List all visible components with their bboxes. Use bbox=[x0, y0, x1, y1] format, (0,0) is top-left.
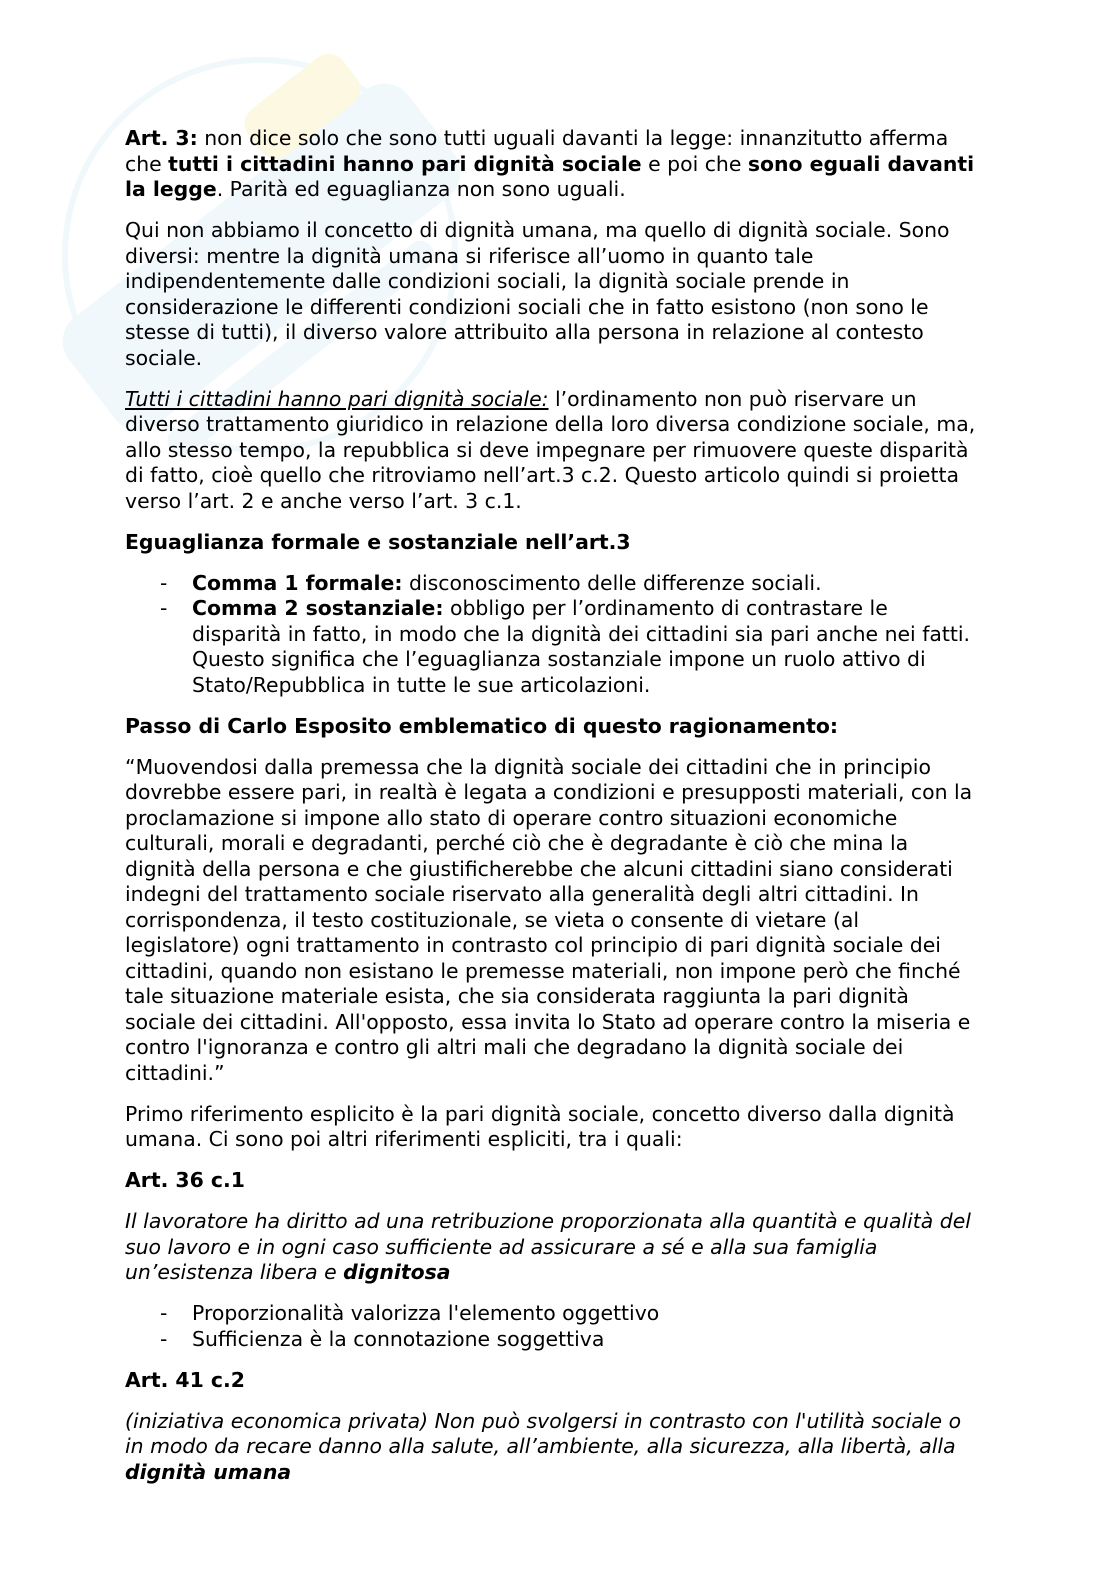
text-line bbox=[125, 882, 1005, 908]
text-line bbox=[125, 959, 1005, 985]
text-run: stesse di tutti), il diverso valore attribuito alla persona in relazione al contesto bbox=[125, 320, 924, 344]
list-item bbox=[125, 1327, 1005, 1353]
text-line bbox=[192, 596, 1005, 622]
text-line bbox=[125, 1102, 1005, 1128]
text-run: diverso trattamento giuridico in relazione della loro diversa condizione sociale, ma, bbox=[125, 412, 976, 436]
paragraph-dignita-umana-sociale bbox=[125, 218, 1005, 371]
text-line bbox=[125, 346, 1005, 372]
paragraph-riferimenti-espliciti bbox=[125, 1102, 1005, 1153]
text-run: “Muovendosi dalla premessa che la dignità sociale dei cittadini che in principio bbox=[125, 754, 931, 779]
text-run: indegni del trattamento sociale riservato alla generalità degli altri cittadini. In bbox=[125, 882, 919, 906]
text-line bbox=[192, 673, 1005, 699]
text-run: Qui non abbiamo il concetto di dignità umana, ma quello di dignità sociale. Sono bbox=[125, 218, 950, 242]
text-run: Stato/Repubblica in tutte le sue articolazioni. bbox=[192, 672, 651, 697]
bold-text: tutti i cittadini hanno pari dignità sociale bbox=[168, 151, 642, 176]
text-run: non dice solo che sono tutti uguali davanti la legge: innanzitutto afferma bbox=[197, 126, 949, 150]
list-item-body bbox=[192, 1327, 1005, 1353]
text-line bbox=[125, 1409, 1005, 1435]
heading-art41: Art. 41 c.2 bbox=[125, 1367, 245, 1392]
text-line bbox=[192, 622, 1005, 648]
text-line bbox=[125, 908, 1005, 934]
list-dash-marker: - bbox=[160, 596, 168, 620]
text-run: allo stesso tempo, la repubblica si deve impegnare per rimuovere queste disparità bbox=[125, 437, 969, 462]
text-line bbox=[125, 463, 1005, 489]
text-run: Questo significa che l’eguaglianza sostanziale impone un ruolo attivo di bbox=[192, 647, 926, 671]
text-run: dovrebbe essere pari, in realtà è legata a condizioni e presupposti materiali, con la bbox=[125, 780, 973, 804]
text-run: disparità in fatto, in modo che la dignità dei cittadini sia pari anche nei fatti. bbox=[192, 621, 971, 646]
text-line bbox=[125, 806, 1005, 832]
text-line bbox=[125, 1209, 1005, 1235]
list-item-body bbox=[192, 571, 1005, 597]
article-36-text bbox=[125, 1209, 1005, 1286]
text-run: cittadini.” bbox=[125, 1060, 225, 1085]
italic-text: in modo da recare danno alla salute, all’ambiente, alla sicurezza, alla libertà, alla bbox=[125, 1434, 956, 1458]
text-line bbox=[125, 1035, 1005, 1061]
text-line bbox=[125, 177, 1005, 203]
text-line bbox=[125, 755, 1005, 781]
quote-carlo-esposito bbox=[125, 755, 1005, 1087]
paragraph-pari-dignita-sociale bbox=[125, 387, 1005, 515]
bold-text: sono eguali davanti bbox=[747, 151, 975, 176]
bold-text: dignitosa bbox=[343, 1260, 451, 1284]
text-run: proclamazione si impone allo stato di operare contro situazioni economiche bbox=[125, 805, 898, 830]
italic-text: suo lavoro e in ogni caso sufficiente ad assicurare a sé e alla sua famiglia bbox=[125, 1234, 878, 1259]
text-line bbox=[125, 295, 1005, 321]
heading-art36: Art. 36 c.1 bbox=[125, 1168, 245, 1192]
text-line bbox=[125, 857, 1005, 883]
list-dash-marker: - bbox=[160, 570, 168, 595]
text-line bbox=[125, 1127, 1005, 1153]
list-item bbox=[125, 1301, 1005, 1327]
bold-text: Comma 2 sostanziale: bbox=[192, 596, 444, 620]
text-run: umana. Ci sono poi altri riferimenti espliciti, tra i quali: bbox=[125, 1127, 683, 1151]
document-body bbox=[125, 126, 1005, 1501]
heading-eguaglianza-formale-sostanziale: Eguaglianza formale e sostanziale nell’art.3 bbox=[125, 529, 631, 554]
text-line bbox=[192, 1327, 1005, 1353]
text-run: legislatore) ogni trattamento in contrasto col principio di pari dignità sociale dei bbox=[125, 933, 941, 957]
text-line bbox=[125, 1434, 1005, 1460]
text-line bbox=[125, 387, 1005, 413]
text-line bbox=[125, 1010, 1005, 1036]
text-line bbox=[125, 218, 1005, 244]
list-dash-marker: - bbox=[160, 1326, 168, 1351]
text-line bbox=[192, 571, 1005, 597]
italic-text: Il lavoratore ha diritto ad una retribuzione proporzionata alla quantità e qualità del bbox=[125, 1209, 971, 1233]
text-run: contro l'ignoranza e contro gli altri mali che degradano la dignità sociale dei bbox=[125, 1035, 904, 1059]
text-run: sociale. bbox=[125, 345, 203, 370]
heading-passo-carlo-esposito: Passo di Carlo Esposito emblematico di questo ragionamento: bbox=[125, 713, 838, 738]
italic-text: (iniziativa economica privata) Non può svolgersi in contrasto con l'utilità sociale o bbox=[125, 1408, 962, 1433]
list-item-body bbox=[192, 596, 1005, 698]
article-41-text bbox=[125, 1409, 1005, 1486]
bold-text: Art. 3: bbox=[125, 126, 198, 150]
bold-text: la legge bbox=[125, 177, 217, 201]
text-run: considerazione le differenti condizioni sociali che in fatto esistono (non sono le bbox=[125, 294, 929, 319]
text-line bbox=[125, 152, 1005, 178]
text-line bbox=[125, 933, 1005, 959]
text-line bbox=[125, 412, 1005, 438]
text-line bbox=[125, 1061, 1005, 1087]
text-run: Primo riferimento esplicito è la pari dignità sociale, concetto diverso dalla dignità bbox=[125, 1101, 955, 1126]
text-run: e poi che bbox=[641, 151, 748, 176]
text-line bbox=[125, 438, 1005, 464]
text-run: indipendentemente dalle condizioni sociali, la dignità sociale prende in bbox=[125, 269, 850, 293]
underlined-text: Tutti i cittadini hanno pari dignità sociale: bbox=[125, 386, 549, 411]
list-item-body bbox=[192, 1301, 1005, 1327]
text-line bbox=[125, 320, 1005, 346]
text-line bbox=[125, 780, 1005, 806]
text-line bbox=[125, 1235, 1005, 1261]
text-run: Proporzionalità valorizza l'elemento oggettivo bbox=[192, 1301, 660, 1325]
text-run: tale situazione materiale esista, che sia considerata raggiunta la pari dignità bbox=[125, 984, 909, 1008]
text-run: disconoscimento delle differenze sociali. bbox=[402, 570, 822, 595]
list-item bbox=[125, 571, 1005, 597]
text-line bbox=[125, 831, 1005, 857]
text-run: cittadini, quando non esistano le premesse materiali, non impone però che finché bbox=[125, 958, 961, 983]
text-run: verso l’art. 2 e anche verso l’art. 3 c.1. bbox=[125, 488, 522, 513]
text-line bbox=[125, 269, 1005, 295]
text-run: di fatto, cioè quello che ritroviamo nell’art.3 c.2. Questo articolo quindi si proietta bbox=[125, 463, 959, 487]
text-line bbox=[125, 1460, 1005, 1486]
text-run: l’ordinamento non può riservare un bbox=[548, 386, 917, 411]
text-line bbox=[125, 244, 1005, 270]
text-run: che bbox=[125, 151, 169, 176]
list-commi-art3 bbox=[125, 571, 1005, 699]
text-run: culturali, morali e degradanti, perché ciò che è degradante è ciò che mina la bbox=[125, 831, 909, 855]
text-run: obbligo per l’ordinamento di contrastare le bbox=[443, 596, 888, 620]
text-line bbox=[192, 1301, 1005, 1327]
list-art36-notes bbox=[125, 1301, 1005, 1352]
text-line bbox=[125, 489, 1005, 515]
list-dash-marker: - bbox=[160, 1301, 168, 1325]
text-run: dignità della persona e che giustificherebbe che alcuni cittadini siano considerati bbox=[125, 856, 953, 881]
text-line bbox=[125, 984, 1005, 1010]
list-item bbox=[125, 596, 1005, 698]
text-run: corrispondenza, il testo costituzionale, se vieta o consente di vietare (al bbox=[125, 907, 860, 932]
bold-text: dignità umana bbox=[125, 1459, 292, 1484]
bold-text: Comma 1 formale: bbox=[192, 570, 403, 595]
text-run: diversi: mentre la dignità umana si riferisce all’uomo in quanto tale bbox=[125, 243, 814, 268]
text-line bbox=[192, 647, 1005, 673]
text-run: sociale dei cittadini. All'opposto, essa invita lo Stato ad operare contro la miseria e bbox=[125, 1009, 971, 1034]
paragraph-art3-intro bbox=[125, 126, 1005, 203]
text-run: Sufficienza è la connotazione soggettiva bbox=[192, 1326, 605, 1351]
text-line bbox=[125, 126, 1005, 152]
text-run: . Parità ed eguaglianza non sono uguali. bbox=[216, 177, 626, 201]
text-line bbox=[125, 1260, 1005, 1286]
italic-text: un’esistenza libera e bbox=[125, 1260, 344, 1284]
